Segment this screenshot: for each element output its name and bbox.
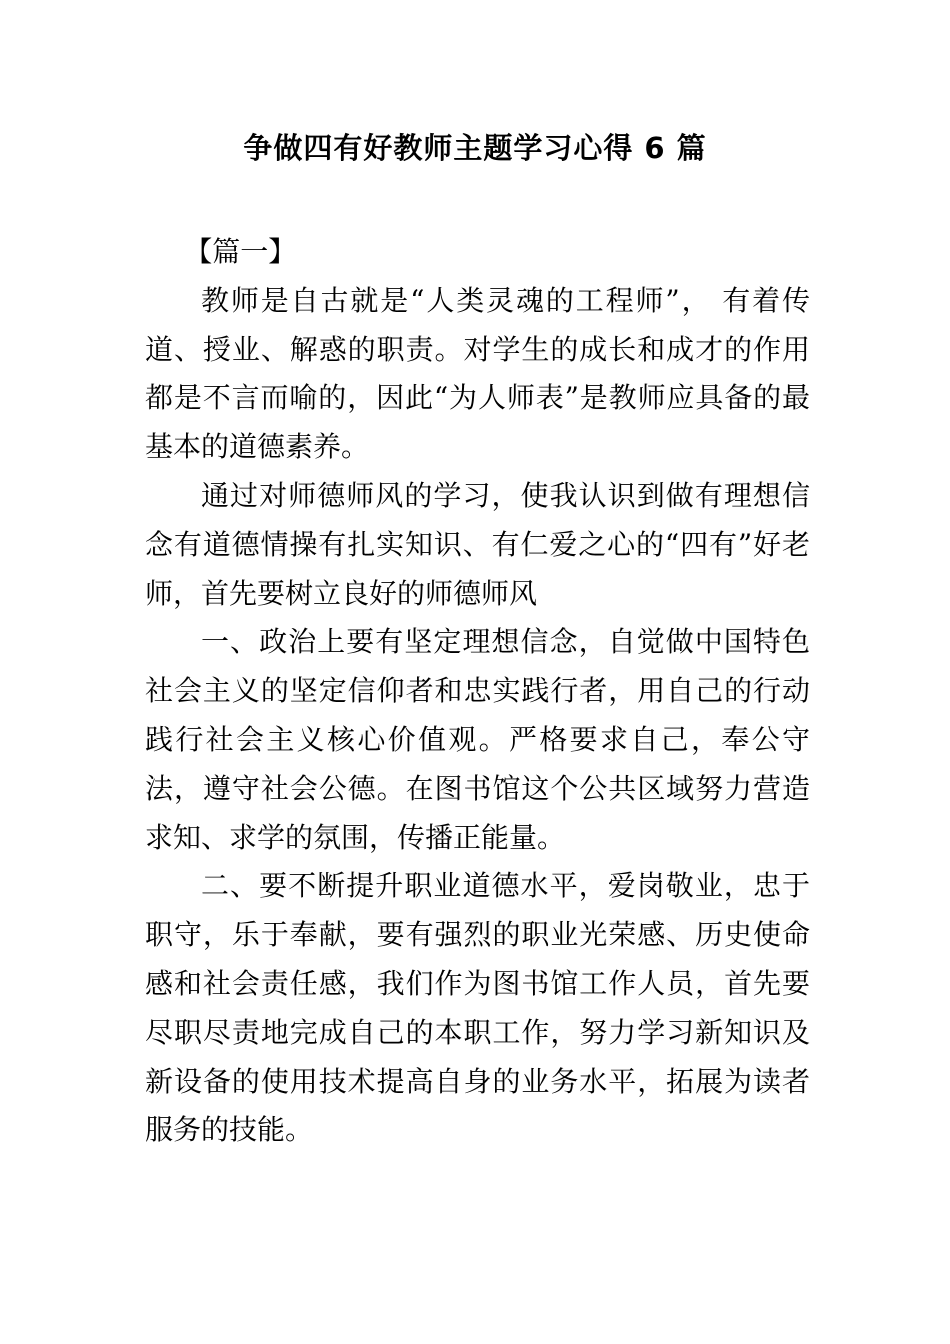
document-title: 争做四有好教师主题学习心得 6 篇 (243, 131, 707, 165)
paragraph-2: 通过对师德师风的学习，使我认识到做有理想信念有道德情操有扎实知识、有仁爱之心的“四有”好老师，首先要树立良好的师德师风 (145, 478, 810, 610)
section-heading: 【篇一】 (184, 235, 297, 268)
document-body (145, 228, 810, 1155)
paragraph-3: 一、政治上要有坚定理想信念，自觉做中国特色社会主义的坚定信仰者和忠实践行者，用自己的行动践行社会主义核心价值观。严格要求自己，奉公守法，遵守社会公德。在图书馆这个公共区域努力营造求知、求学的氛围，传播正能量。 (145, 625, 810, 854)
paragraph-1: 教师是自古就是“人类灵魂的工程师”， 有着传道、授业、解惑的职责。对学生的成长和成才的作用都是不言而喻的，因此“为人师表”是教师应具备的最基本的道德素养。 (145, 283, 810, 464)
paragraph-4: 二、要不断提升职业道德水平，爱岗敬业，忠于职守，乐于奉献，要有强烈的职业光荣感、历史使命感和社会责任感，我们作为图书馆工作人员，首先要尽职尽责地完成自己的本职工作，努力学习新知识及新设备的使用技术提高自身的业务水平，拓展为读者服务的技能。 (145, 869, 810, 1147)
